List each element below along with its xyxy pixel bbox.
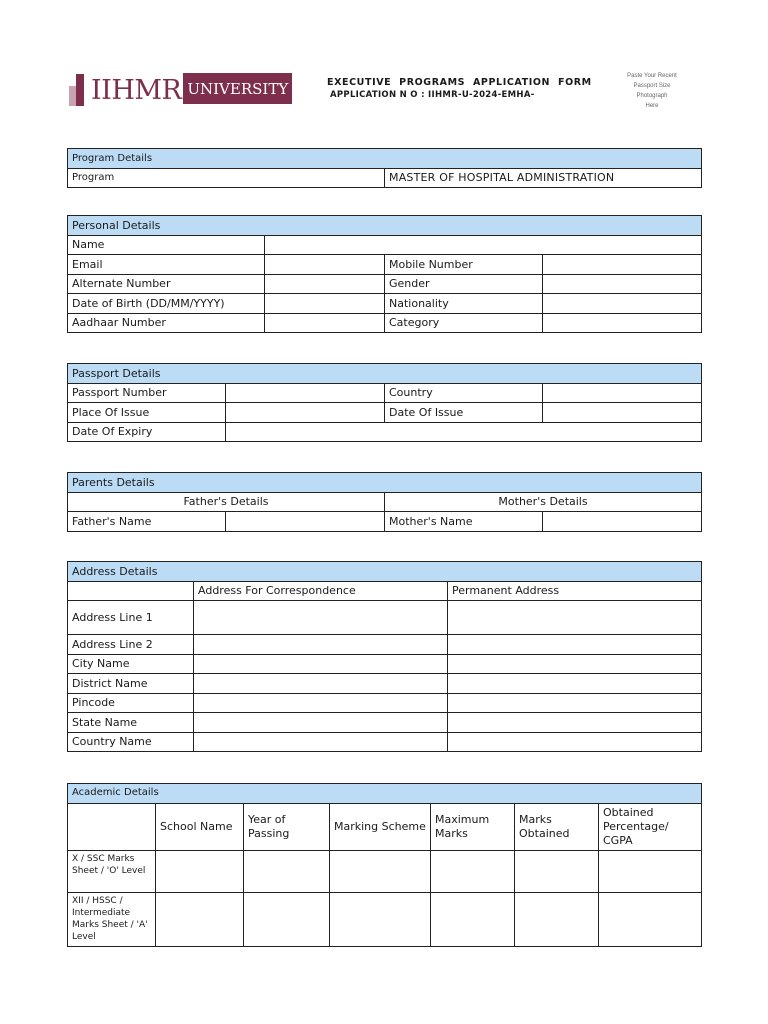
percentage-header: Obtained Percentage/ CGPA bbox=[599, 803, 702, 850]
empty-header-cell bbox=[68, 803, 156, 850]
city-label: City Name bbox=[68, 654, 194, 674]
address-line2-label: Address Line 2 bbox=[68, 635, 194, 655]
place-of-issue-field[interactable] bbox=[226, 403, 385, 423]
email-field[interactable] bbox=[265, 255, 385, 275]
marking-scheme-header: Marking Scheme bbox=[330, 803, 431, 850]
name-field[interactable] bbox=[265, 235, 702, 255]
correspondence-address-line1-field[interactable] bbox=[194, 601, 448, 635]
dob-field[interactable] bbox=[265, 294, 385, 314]
father-name-field[interactable] bbox=[226, 512, 385, 532]
place-of-issue-label: Place Of Issue bbox=[68, 403, 226, 423]
photo-line: Photograph bbox=[636, 93, 668, 99]
state-label: State Name bbox=[68, 713, 194, 733]
mobile-label: Mobile Number bbox=[385, 255, 543, 275]
ssc-year-field[interactable] bbox=[244, 850, 330, 892]
correspondence-district-field[interactable] bbox=[194, 674, 448, 694]
section-heading: Parents Details bbox=[68, 473, 702, 493]
logo-text: IIHMR bbox=[91, 75, 182, 106]
mother-name-label: Mother's Name bbox=[385, 512, 543, 532]
aadhaar-label: Aadhaar Number bbox=[68, 313, 265, 333]
program-details-table bbox=[67, 148, 702, 188]
mobile-field[interactable] bbox=[543, 255, 702, 275]
ssc-percentage-field[interactable] bbox=[599, 850, 702, 892]
nationality-label: Nationality bbox=[385, 294, 543, 314]
passport-number-label: Passport Number bbox=[68, 383, 226, 403]
alternate-number-label: Alternate Number bbox=[68, 274, 265, 294]
permanent-address-line2-field[interactable] bbox=[448, 635, 702, 655]
empty-header-cell bbox=[68, 581, 194, 601]
photo-placeholder[interactable] bbox=[610, 71, 694, 111]
maximum-marks-header: Maximum Marks bbox=[431, 803, 515, 850]
form-title: EXECUTIVE PROGRAMS APPLICATION FORM bbox=[327, 77, 592, 88]
category-label: Category bbox=[385, 313, 543, 333]
photo-line: Here bbox=[645, 103, 659, 109]
academic-details-table bbox=[67, 783, 702, 947]
gender-label: Gender bbox=[385, 274, 543, 294]
correspondence-state-field[interactable] bbox=[194, 713, 448, 733]
aadhaar-field[interactable] bbox=[265, 313, 385, 333]
correspondence-country-field[interactable] bbox=[194, 732, 448, 752]
photo-line: Passport Size bbox=[633, 83, 671, 89]
date-of-expiry-field[interactable] bbox=[226, 422, 702, 442]
section-heading: Address Details bbox=[68, 562, 702, 582]
date-of-expiry-label: Date Of Expiry bbox=[68, 422, 226, 442]
nationality-field[interactable] bbox=[543, 294, 702, 314]
correspondence-city-field[interactable] bbox=[194, 654, 448, 674]
permanent-address-line1-field[interactable] bbox=[448, 601, 702, 635]
passport-details-table bbox=[67, 363, 702, 442]
dob-label: Date of Birth (DD/MM/YYYY) bbox=[68, 294, 265, 314]
ssc-school-field[interactable] bbox=[156, 850, 244, 892]
date-of-issue-field[interactable] bbox=[543, 403, 702, 423]
marks-obtained-header: Marks Obtained bbox=[515, 803, 599, 850]
school-name-header: School Name bbox=[156, 803, 244, 850]
hssc-school-field[interactable] bbox=[156, 892, 244, 946]
category-field[interactable] bbox=[543, 313, 702, 333]
logo-mark-icon bbox=[69, 72, 91, 106]
hssc-marks-obtained-field[interactable] bbox=[515, 892, 599, 946]
hssc-row-label: XII / HSSC / Intermediate Marks Sheet / 'A' Level bbox=[68, 892, 156, 946]
district-label: District Name bbox=[68, 674, 194, 694]
pincode-label: Pincode bbox=[68, 693, 194, 713]
father-details-heading: Father's Details bbox=[68, 492, 385, 512]
ssc-marks-obtained-field[interactable] bbox=[515, 850, 599, 892]
gender-field[interactable] bbox=[543, 274, 702, 294]
address-line1-label: Address Line 1 bbox=[68, 601, 194, 635]
program-field[interactable]: MASTER OF HOSPITAL ADMINISTRATION bbox=[385, 168, 702, 188]
year-of-passing-header: Year of Passing bbox=[244, 803, 330, 850]
personal-details-table bbox=[67, 215, 702, 333]
country-label: Country bbox=[385, 383, 543, 403]
permanent-state-field[interactable] bbox=[448, 713, 702, 733]
mother-details-heading: Mother's Details bbox=[385, 492, 702, 512]
hssc-percentage-field[interactable] bbox=[599, 892, 702, 946]
logo-university: UNIVERSITY bbox=[183, 73, 292, 104]
country-name-label: Country Name bbox=[68, 732, 194, 752]
parents-details-table bbox=[67, 472, 702, 532]
photo-line: Paste Your Recent bbox=[627, 73, 677, 79]
ssc-row-label: X / SSC Marks Sheet / 'O' Level bbox=[68, 850, 156, 892]
application-number: APPLICATION N O : IIHMR-U-2024-EMHA- bbox=[330, 90, 535, 100]
hssc-max-marks-field[interactable] bbox=[431, 892, 515, 946]
hssc-year-field[interactable] bbox=[244, 892, 330, 946]
passport-number-field[interactable] bbox=[226, 383, 385, 403]
correspondence-pincode-field[interactable] bbox=[194, 693, 448, 713]
country-field[interactable] bbox=[543, 383, 702, 403]
email-label: Email bbox=[68, 255, 265, 275]
alternate-number-field[interactable] bbox=[265, 274, 385, 294]
section-heading: Personal Details bbox=[68, 216, 702, 236]
name-label: Name bbox=[68, 235, 265, 255]
university-logo bbox=[69, 72, 292, 106]
program-label: Program bbox=[68, 168, 385, 188]
permanent-city-field[interactable] bbox=[448, 654, 702, 674]
father-name-label: Father's Name bbox=[68, 512, 226, 532]
hssc-scheme-field[interactable] bbox=[330, 892, 431, 946]
mother-name-field[interactable] bbox=[543, 512, 702, 532]
correspondence-column-header: Address For Correspondence bbox=[194, 581, 448, 601]
permanent-country-field[interactable] bbox=[448, 732, 702, 752]
section-heading: Passport Details bbox=[68, 364, 702, 384]
section-heading: Program Details bbox=[68, 149, 702, 169]
correspondence-address-line2-field[interactable] bbox=[194, 635, 448, 655]
section-heading: Academic Details bbox=[68, 784, 702, 804]
permanent-district-field[interactable] bbox=[448, 674, 702, 694]
ssc-scheme-field[interactable] bbox=[330, 850, 431, 892]
address-details-table bbox=[67, 561, 702, 752]
permanent-column-header: Permanent Address bbox=[448, 581, 702, 601]
date-of-issue-label: Date Of Issue bbox=[385, 403, 543, 423]
permanent-pincode-field[interactable] bbox=[448, 693, 702, 713]
ssc-max-marks-field[interactable] bbox=[431, 850, 515, 892]
